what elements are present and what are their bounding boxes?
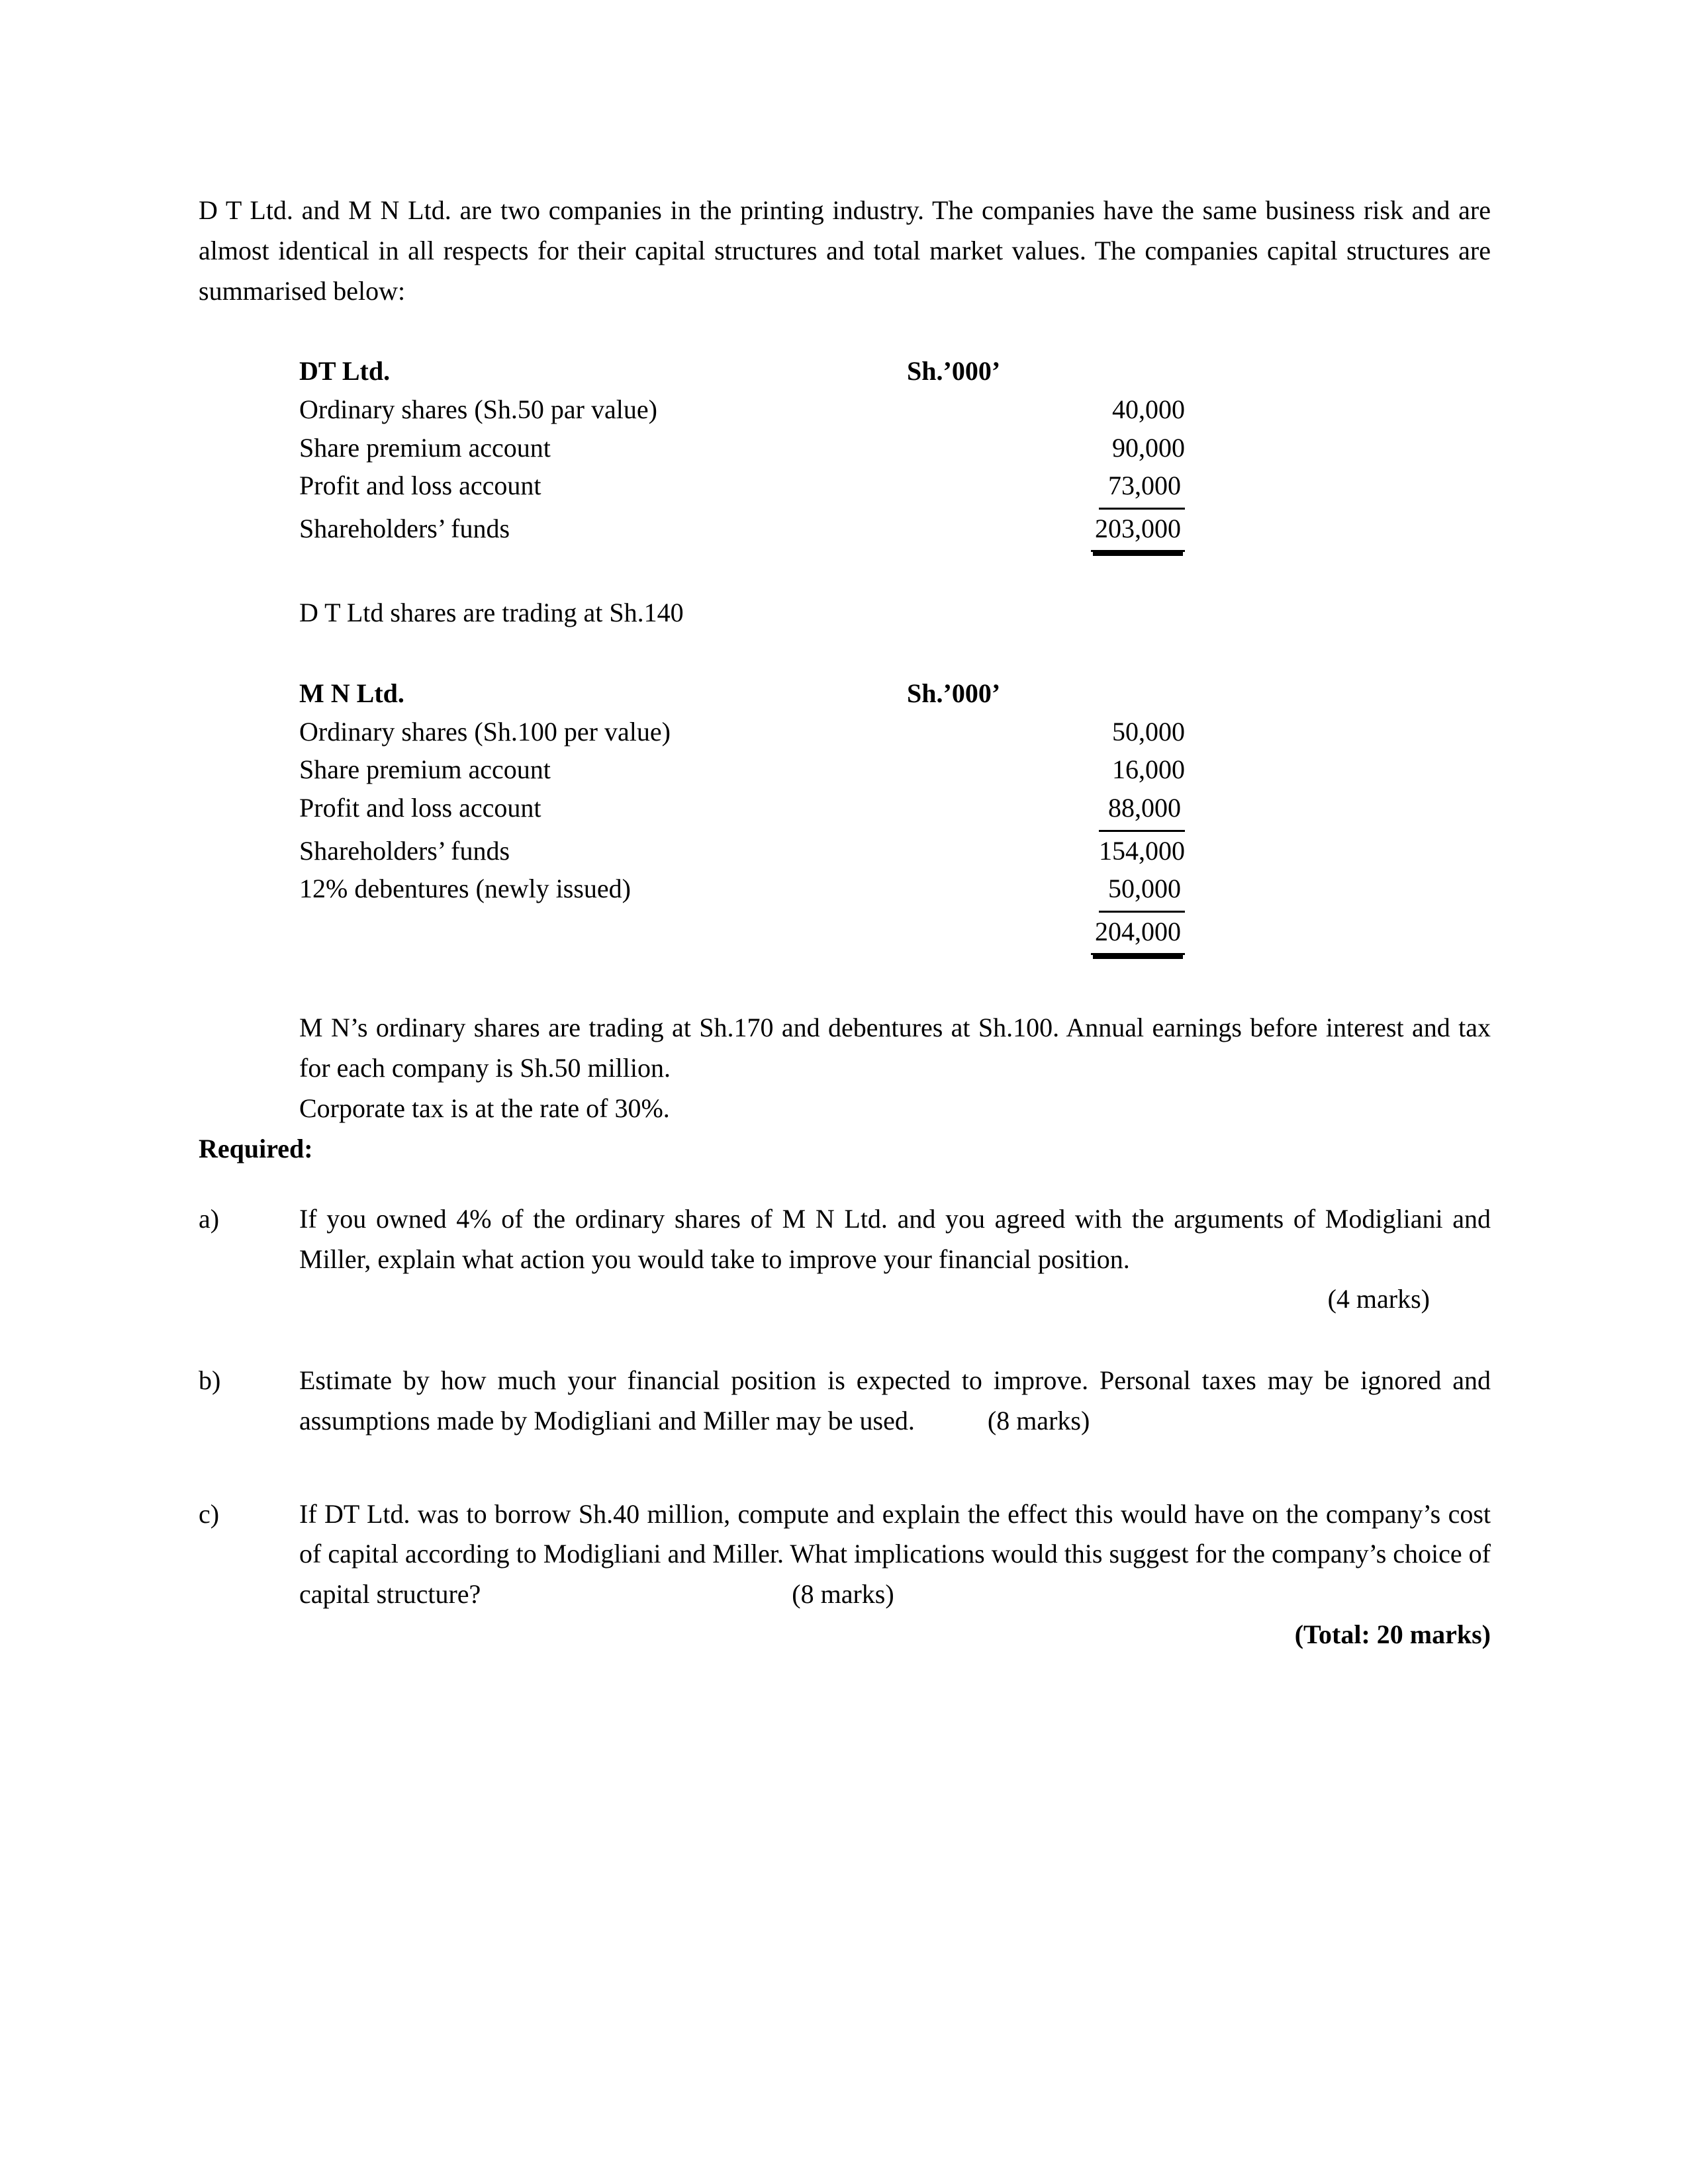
dt-row-amount-2: 73,000 <box>1099 467 1185 510</box>
question-b-text <box>299 1361 1491 1441</box>
dt-table-header-row <box>299 352 1185 390</box>
market-note-line2: Corporate tax is at the rate of 30%. <box>299 1093 670 1123</box>
dt-row-amount-0: 40,000 <box>1112 394 1185 424</box>
required-heading: Required: <box>199 1133 313 1163</box>
question-c-marker: c) <box>199 1498 220 1529</box>
mn-row-amount-3: 154,000 <box>1099 835 1185 866</box>
mn-total-cell <box>882 913 1185 956</box>
mn-row-amount-2-cell <box>882 789 1185 832</box>
question-c-marks: (8 marks) <box>792 1579 894 1610</box>
mn-row-label-3: Shareholders’ funds <box>299 835 510 866</box>
question-c <box>199 1494 1491 1615</box>
document-content <box>199 191 1491 1655</box>
question-b <box>199 1361 1491 1441</box>
mn-row-label-2: Profit and loss account <box>299 792 541 823</box>
mn-row-amount-1: 16,000 <box>1112 754 1185 785</box>
dt-row-amount-1: 90,000 <box>1112 432 1185 463</box>
total-marks: (Total: 20 marks) <box>1294 1619 1491 1650</box>
mn-row-amount-4-cell <box>882 870 1185 913</box>
table-row <box>299 429 1185 467</box>
mn-total-label <box>299 913 882 956</box>
mn-row-label-0: Ordinary shares (Sh.100 per value) <box>299 716 671 747</box>
mn-total-amount: 204,000 <box>1091 913 1185 956</box>
table-row <box>299 751 1185 789</box>
mn-row-amount-2: 88,000 <box>1099 789 1185 832</box>
table-row <box>299 832 1185 870</box>
mn-units-header: Sh.’000’ <box>907 678 1001 709</box>
intro-paragraph: D T Ltd. and M N Ltd. are two companies in the printing industry. The companies have the same business risk and are almost identical in all respects for their capital structures and total market values. The companies capital structures are summarised below: <box>199 195 1491 306</box>
dt-company-name: DT Ltd. <box>299 356 391 387</box>
question-c-text <box>299 1494 1491 1615</box>
question-a-marks: (4 marks) <box>1327 1284 1430 1314</box>
dt-row-label-1: Share premium account <box>299 432 551 463</box>
table-row <box>299 713 1185 751</box>
mn-total-row <box>299 913 1185 956</box>
table-row <box>299 789 1185 832</box>
market-note-line1: M N’s ordinary shares are trading at Sh.170 and debentures at Sh.100. Annual earnings before interest and tax for each company is Sh.50 million. <box>299 1013 1491 1083</box>
question-a-text: If you owned 4% of the ordinary shares of M N Ltd. and you agreed with the arguments of Modigliani and Miller, explain what action you would take to improve your financial position. <box>299 1203 1491 1274</box>
dt-row-label-3: Shareholders’ funds <box>299 513 510 543</box>
table-row <box>299 390 1185 429</box>
question-c-body: If DT Ltd. was to borrow Sh.40 million, compute and explain the effect this would have on the company’s cost of capital according to Modigliani and Miller. What implications would this suggest for the company’s choice of capital structure? <box>299 1498 1491 1610</box>
table-row <box>299 467 1185 510</box>
mn-row-amount-4: 50,000 <box>1099 870 1185 913</box>
question-a <box>199 1199 1491 1280</box>
question-b-body: Estimate by how much your financial position is expected to improve. Personal taxes may be ignored and assumptions made by Modigliani and Miller may be used. <box>299 1365 1491 1435</box>
question-b-marks: (8 marks) <box>987 1405 1090 1435</box>
dt-row-amount-2-cell <box>882 467 1185 510</box>
dt-trading-note: D T Ltd shares are trading at Sh.140 <box>299 598 684 628</box>
dt-row-amount-3-cell <box>882 510 1185 553</box>
dt-row-amount-3: 203,000 <box>1091 510 1185 553</box>
mn-row-amount-0: 50,000 <box>1112 716 1185 747</box>
mn-row-label-1: Share premium account <box>299 754 551 785</box>
dt-row-label-0: Ordinary shares (Sh.50 par value) <box>299 394 657 424</box>
dt-ltd-table <box>299 352 1185 552</box>
question-b-marker: b) <box>199 1365 221 1396</box>
table-row <box>299 510 1185 553</box>
mn-company-name: M N Ltd. <box>299 678 404 709</box>
table-row <box>299 870 1185 913</box>
dt-row-label-2: Profit and loss account <box>299 471 541 501</box>
question-a-marker: a) <box>199 1203 220 1234</box>
mn-table-header-row <box>299 674 1185 713</box>
mn-row-label-4: 12% debentures (newly issued) <box>299 874 631 904</box>
dt-units-header: Sh.’000’ <box>907 356 1001 387</box>
mn-ltd-table <box>299 674 1185 955</box>
